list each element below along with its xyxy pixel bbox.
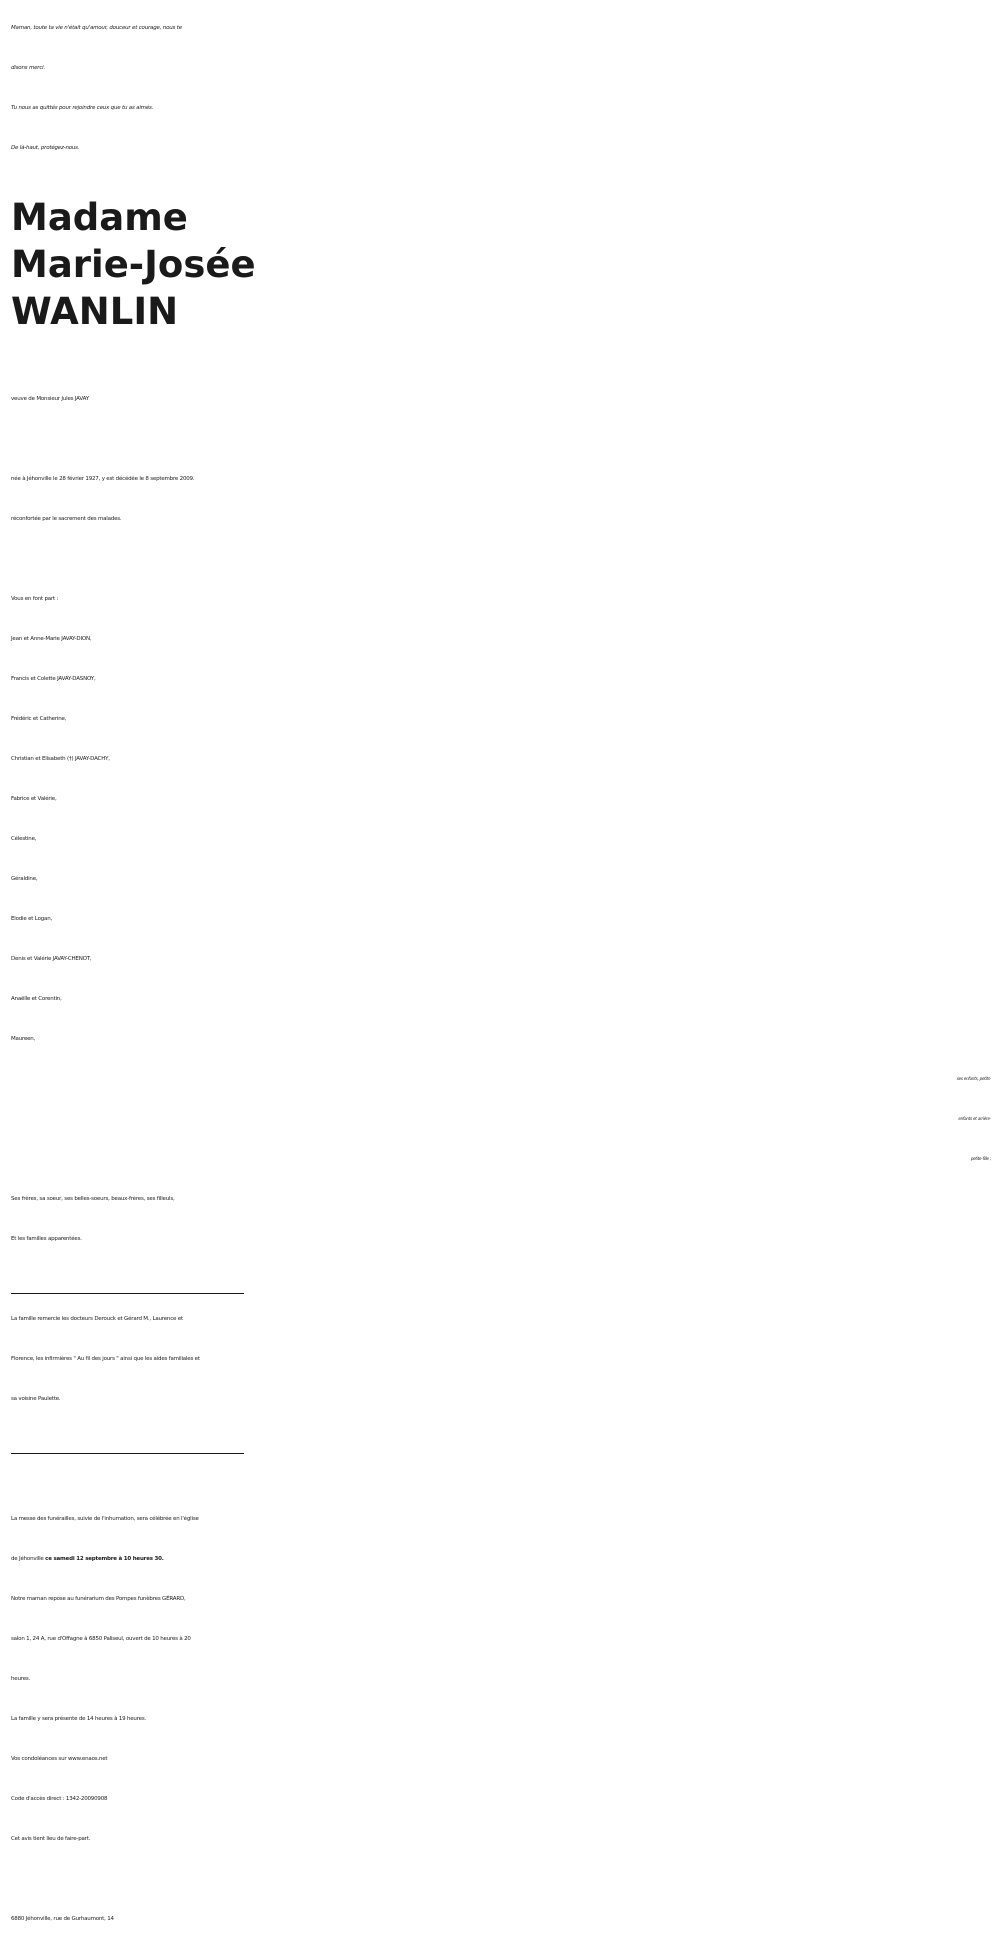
- family-member: Jean et Anne-Marie JAVAY-DION,: [11, 636, 92, 642]
- family-member: Frédéric et Catherine,: [11, 716, 67, 722]
- other-relatives: [11, 1179, 991, 1259]
- funeral-place: de Jéhonville: [11, 1556, 46, 1562]
- funeral-date: ce samedi 12 septembre à 10 heures 30.: [45, 1556, 164, 1562]
- birth-death: née à Jéhonville le 28 février 1927, y est décédée le 8 septembre 2009.: [11, 476, 195, 482]
- poem-line: Maman, toute ta vie n'était qu'amour, douceur et courage, nous te: [11, 25, 182, 31]
- opening-poem: [11, 8, 991, 168]
- deceased-first-name: Marie-Josée: [11, 243, 256, 286]
- family-relation: [11, 1059, 991, 1179]
- family-member: Denis et Valérie JAVAY-CHENOT,: [11, 956, 92, 962]
- thanks-line: sa voisine Paulette.: [11, 1396, 61, 1402]
- funeral-date-line: [11, 1539, 991, 1579]
- thanks-paragraph: [11, 1299, 991, 1419]
- thanks-line: La famille remercie les docteurs Derouck et Gérard M., Laurence et: [11, 1316, 183, 1322]
- announcers-intro: Vous en font part :: [11, 596, 59, 602]
- family-member: Géraldine,: [11, 876, 38, 882]
- funeral-line: La messe des funérailles, suivie de l'inhumation, sera célébrée en l'église: [11, 1516, 199, 1522]
- family-member: Francis et Colette JAVAY-DASNOY,: [11, 676, 96, 682]
- separator: [11, 1259, 991, 1299]
- deceased-last-name: WANLIN: [11, 290, 179, 333]
- thanks-line: Florence, les infirmières " Au fil des jours " ainsi que les aides familiales et: [11, 1356, 200, 1362]
- family-member: Elodie et Logan,: [11, 916, 53, 922]
- funeral-details: [11, 1499, 991, 1859]
- family-member: Anaëlle et Corentin,: [11, 996, 62, 1002]
- poem-line: Tu nous as quittés pour rejoindre ceux que tu as aimés.: [11, 105, 154, 111]
- family-list: [11, 619, 991, 1059]
- funeral-line: La famille y sera présente de 14 heures à 19 heures.: [11, 1716, 147, 1722]
- other-relatives-line: Et les familles apparentées.: [11, 1236, 82, 1242]
- funeral-line: Cet avis tient lieu de faire-part.: [11, 1836, 91, 1842]
- relation-line: enfants et arrière-: [958, 1116, 991, 1121]
- other-relatives-line: Ses frères, sa soeur, ses belles-soeurs, beaux-frères, ses filleuls,: [11, 1196, 175, 1202]
- obituary-notice: [11, 8, 991, 1939]
- family-member: Célestine,: [11, 836, 37, 842]
- poem-line: disons merci.: [11, 65, 46, 71]
- access-code-line: Code d'accès direct : 1342-20090908: [11, 1796, 108, 1802]
- separator: [11, 1419, 991, 1459]
- home-address: 6880 Jéhonville, rue de Gurhaumont, 14: [11, 1916, 114, 1922]
- condolences-line: Vos condoléances sur www.enaos.net: [11, 1756, 108, 1762]
- family-member: Maureen,: [11, 1036, 36, 1042]
- deceased-title: Madame: [11, 196, 188, 239]
- family-member: Fabrice et Valérie,: [11, 796, 57, 802]
- family-member: Christian et Elisabeth (†) JAVAY-DACHY,: [11, 756, 110, 762]
- relation-line: ses enfants, petits-: [956, 1076, 991, 1081]
- poem-line: De là-haut, protégez-nous.: [11, 145, 80, 151]
- relation-line: petite-fille ;: [970, 1156, 991, 1161]
- widow-of: veuve de Monsieur Jules JAVAY: [11, 396, 89, 402]
- funeral-line: heures.: [11, 1676, 31, 1682]
- deceased-name: [11, 194, 991, 335]
- funeral-line: Notre maman repose au funérarium des Pompes funèbres GÉRARD,: [11, 1596, 186, 1602]
- funeral-line: salon 1, 24 A, rue d'Offagne à 6850 Paliseul, ouvert de 10 heures à 20: [11, 1636, 191, 1642]
- sacrament: réconfortée par le sacrement des malades.: [11, 516, 122, 522]
